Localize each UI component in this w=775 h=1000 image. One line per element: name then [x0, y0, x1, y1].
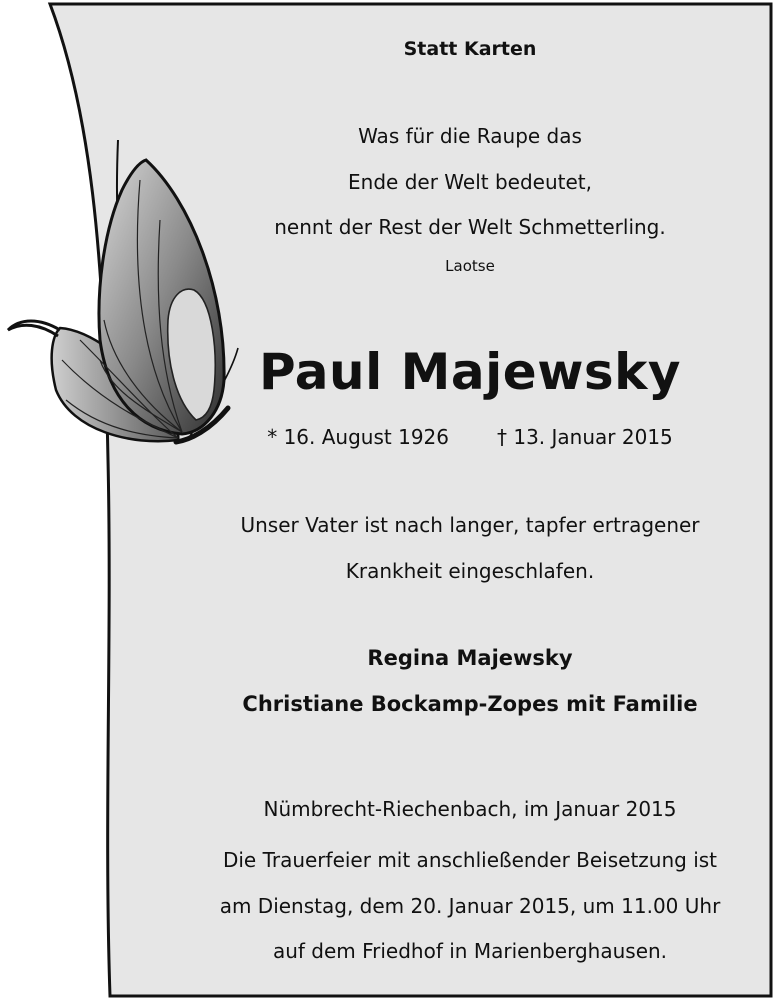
birth-date: * 16. August 1926 — [267, 425, 449, 449]
message-line-2: Krankheit eingeschlafen. — [345, 559, 595, 583]
service-line-3: auf dem Friedhof in Marienberghausen. — [272, 939, 668, 963]
family-line-2: Christiane Bockamp-Zopes mit Familie — [242, 692, 698, 716]
service-line-1: Die Trauerfeier mit anschließender Beisetzung ist — [222, 848, 718, 872]
life-dates — [160, 425, 775, 449]
header-title: Statt Karten — [403, 38, 537, 60]
quote-line-3: nennt der Rest der Welt Schmetterling. — [274, 215, 666, 239]
quote-line-2: Ende der Welt bedeutet, — [348, 170, 592, 194]
place-date: Nümbrecht-Riechenbach, im Januar 2015 — [263, 797, 677, 821]
death-date: † 13. Januar 2015 — [497, 425, 673, 449]
quote-author: Laotse — [445, 257, 495, 275]
message-line-1: Unser Vater ist nach langer, tapfer ertragener — [240, 513, 700, 537]
service-line-2: am Dienstag, dem 20. Januar 2015, um 11.00 Uhr — [219, 894, 721, 918]
announcement-content — [160, 0, 775, 1000]
quote-line-1: Was für die Raupe das — [358, 124, 582, 148]
family-line-1: Regina Majewsky — [367, 646, 573, 670]
deceased-name: Paul Majewsky — [258, 343, 682, 401]
